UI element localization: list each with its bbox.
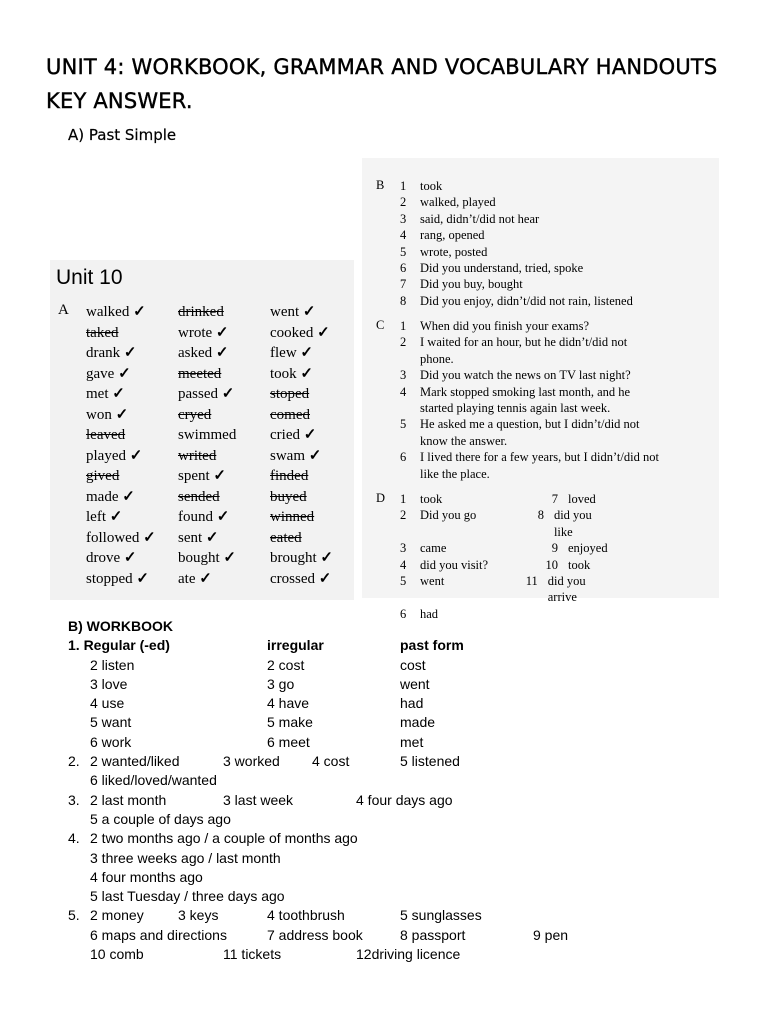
unit10-heading: Unit 10 — [56, 266, 123, 289]
unit10-word: drove ✓ — [86, 548, 156, 569]
key-b-item — [400, 178, 710, 194]
key-b-items — [400, 178, 710, 309]
item-number: 7 — [400, 277, 407, 292]
title-line-2: KEY ANSWER. — [46, 89, 193, 113]
unit10-word: drinked — [178, 304, 224, 320]
key-c-item — [400, 367, 710, 383]
unit10-word: met ✓ — [86, 384, 156, 405]
item-number — [530, 606, 568, 622]
unit10-word: leaved — [86, 427, 126, 443]
unit10-word: took ✓ — [270, 364, 333, 385]
key-b-label: B — [376, 178, 385, 192]
workbook-cell: cost — [400, 656, 426, 673]
item-answer: did you visit? — [420, 557, 489, 572]
key-d-row — [400, 573, 608, 606]
item-answer: walked, played — [420, 195, 496, 210]
workbook-cell: 1. Regular (-ed) — [68, 637, 170, 654]
workbook-cell: 9 pen — [533, 926, 569, 943]
unit10-column-2 — [178, 302, 236, 589]
workbook-cell: 12driving licence — [356, 946, 461, 963]
item-answer-line: When did you finish your exams? — [420, 319, 590, 333]
workbook-cell: 2 cost — [267, 656, 305, 673]
item-answer: Did you go — [420, 508, 477, 523]
workbook-cell: 3. — [68, 791, 80, 808]
item-number: 7 — [551, 492, 558, 506]
workbook-heading: B) WORKBOOK — [68, 618, 173, 634]
item-answer — [420, 334, 710, 367]
key-d-row — [400, 491, 608, 507]
unit10-word: played ✓ — [86, 446, 156, 467]
workbook-cell: 8 passport — [400, 926, 466, 943]
unit10-word: walked ✓ — [86, 302, 156, 323]
workbook-cell: 3 keys — [178, 907, 219, 924]
workbook-cell: 6 maps and directions — [90, 926, 227, 943]
item-answer-line: Did you watch the news on TV last night? — [420, 368, 631, 383]
item-number: 10 — [545, 557, 558, 572]
unit10-word: ate ✓ — [178, 569, 236, 590]
key-d-items — [400, 491, 608, 622]
unit10-word: gived — [86, 468, 120, 484]
workbook-cell: 5 listened — [400, 753, 460, 770]
item-answer — [420, 384, 710, 417]
key-b-item — [400, 227, 710, 243]
key-b-item — [400, 194, 710, 210]
unit10-word: finded — [270, 468, 309, 484]
workbook-cell: 2 listen — [90, 656, 135, 673]
item-answer: said, didn’t/did not hear — [420, 211, 540, 226]
unit10-word: won ✓ — [86, 405, 156, 426]
workbook-cell: 5 make — [267, 714, 313, 731]
item-number: 3 — [400, 541, 407, 556]
workbook-cell: met — [400, 733, 424, 750]
unit10-answer-image — [50, 260, 354, 600]
unit10-word: cryed — [178, 406, 212, 423]
item-number: 5 — [400, 417, 407, 432]
item-answer: rang, opened — [420, 228, 485, 243]
unit10-word: gave ✓ — [86, 364, 156, 385]
key-c-item — [400, 416, 710, 449]
item-answer-line: started playing tennis again last week. — [420, 401, 611, 416]
workbook-cell: 4 use — [90, 695, 125, 712]
unit10-word: made ✓ — [86, 487, 156, 508]
unit10-word: followed ✓ — [86, 528, 156, 549]
key-d-row — [400, 606, 608, 622]
item-number: 6 — [400, 606, 407, 621]
unit10-word: drank ✓ — [86, 343, 156, 364]
unit10-word: sended — [178, 488, 220, 505]
item-answer — [420, 449, 710, 482]
item-answer-line: He asked me a question, but I didn’t/did not — [420, 417, 640, 432]
workbook-cell: 3 last week — [223, 791, 294, 808]
key-b-item — [400, 276, 710, 292]
unit10-word: stoped — [270, 386, 310, 402]
workbook-cell: 2 two months ago / a couple of months ago — [90, 830, 358, 847]
unit10-word: swam ✓ — [270, 446, 333, 467]
item-number: 8 — [537, 508, 544, 523]
item-number: 5 — [400, 574, 407, 589]
item-answer: went — [420, 574, 445, 589]
unit10-word: swimmed — [178, 427, 237, 443]
unit10-word: stopped ✓ — [86, 569, 156, 590]
item-answer-line: like the place. — [420, 466, 490, 481]
item-number: 2 — [400, 335, 407, 350]
unit10-column-1 — [86, 302, 156, 589]
workbook-cell: 5 a couple of days ago — [90, 810, 231, 827]
item-number: 11 — [525, 574, 538, 589]
item-answer-line: Mark stopped smoking last month, and he — [420, 384, 631, 399]
item-number: 1 — [400, 319, 407, 333]
key-c-item — [400, 384, 710, 417]
workbook-cell: 6 work — [90, 733, 132, 750]
workbook-cell: irregular — [267, 637, 324, 654]
workbook-cell: 4 have — [267, 695, 310, 712]
item-number: 2 — [400, 195, 407, 210]
unit10-word: brought ✓ — [270, 548, 333, 569]
key-c-label: C — [376, 318, 385, 332]
key-c-items — [400, 318, 710, 482]
workbook-cell: went — [400, 675, 430, 692]
item-number: 3 — [400, 368, 407, 383]
unit10-word: crossed ✓ — [270, 569, 333, 590]
key-d-label: D — [376, 491, 386, 505]
item-answer — [420, 318, 710, 334]
item-number: 2 — [400, 508, 407, 523]
key-b-item — [400, 244, 710, 260]
unit10-word: went ✓ — [270, 302, 333, 323]
workbook-cell: 10 comb — [90, 946, 144, 963]
workbook-cell: 3 three weeks ago / last month — [90, 849, 281, 866]
key-d-row — [400, 540, 608, 556]
workbook-cell: 2 last month — [90, 791, 167, 808]
unit10-word: flew ✓ — [270, 343, 333, 364]
key-c-item — [400, 334, 710, 367]
item-number: 8 — [400, 293, 407, 308]
workbook-cell: 4 four months ago — [90, 868, 203, 885]
section-a-heading: A) Past Simple — [68, 126, 177, 144]
item-answer-line: I waited for an hour, but he didn’t/did not — [420, 335, 628, 350]
unit10-word: spent ✓ — [178, 466, 236, 487]
workbook-cell: 6 liked/loved/wanted — [90, 772, 217, 789]
item-answer: took — [420, 492, 443, 506]
workbook-cell: 4. — [68, 830, 80, 847]
workbook-cell: made — [400, 714, 436, 731]
unit10-word: found ✓ — [178, 507, 236, 528]
item-number: 9 — [551, 541, 558, 556]
item-answer: Did you buy, bought — [420, 277, 523, 292]
item-number: 4 — [400, 384, 407, 399]
unit10-word: cooked ✓ — [270, 323, 333, 344]
item-answer: came — [420, 541, 447, 556]
item-number: 5 — [400, 244, 407, 259]
workbook-cell: 4 four days ago — [356, 791, 453, 808]
unit10-column-3 — [270, 302, 333, 589]
workbook-cell: 11 tickets — [223, 946, 282, 963]
unit10-word: meeted — [178, 365, 222, 382]
item-answer-line: phone. — [420, 351, 454, 366]
item-answer: Did you enjoy, didn’t/did not rain, listened — [420, 293, 633, 308]
item-answer: wrote, posted — [420, 244, 488, 259]
workbook-cell: past form — [400, 637, 464, 654]
unit10-word: sent ✓ — [178, 528, 236, 549]
item-number: 6 — [400, 261, 407, 276]
item-number: 4 — [400, 557, 407, 572]
item-number: 4 — [400, 228, 407, 243]
item-answer: did you like — [553, 508, 592, 539]
item-answer: did you arrive — [547, 574, 586, 605]
item-number: 3 — [400, 211, 407, 226]
workbook-cell: 2 wanted/liked — [90, 753, 180, 770]
key-b-item — [400, 293, 710, 309]
workbook-cell: 2 money — [90, 907, 144, 924]
unit10-word: eated — [270, 529, 302, 546]
item-answer-line: know the answer. — [420, 433, 508, 448]
unit10-exercise-letter: A — [58, 302, 69, 318]
unit10-word: cried ✓ — [270, 425, 333, 446]
key-bcd-image — [362, 158, 719, 621]
workbook-cell: 5. — [68, 907, 80, 924]
item-answer-line: I lived there for a few years, but I didn’t/did not — [420, 450, 659, 465]
unit10-word: writed — [178, 447, 217, 464]
unit10-word: taked — [86, 324, 119, 341]
item-answer: had — [420, 606, 439, 621]
workbook-cell: 3 love — [90, 675, 128, 692]
unit10-word: wrote ✓ — [178, 323, 236, 344]
workbook-cell: 4 toothbrush — [267, 907, 345, 924]
workbook-cell: 7 address book — [267, 926, 363, 943]
key-d-row — [400, 557, 608, 573]
key-b-item — [400, 260, 710, 276]
item-answer: took — [568, 557, 591, 572]
title-line-1: UNIT 4: WORKBOOK, GRAMMAR AND VOCABULARY HANDOUTS — [46, 55, 718, 79]
unit10-word: asked ✓ — [178, 343, 236, 364]
unit10-word: bought ✓ — [178, 548, 236, 569]
key-c-item — [400, 318, 710, 334]
item-answer: enjoyed — [568, 541, 608, 556]
workbook-cell: 6 meet — [267, 733, 310, 750]
item-answer — [420, 416, 710, 449]
item-answer: took — [420, 179, 443, 193]
item-number: 1 — [400, 492, 407, 506]
unit10-word: passed ✓ — [178, 384, 236, 405]
item-answer: loved — [568, 492, 596, 506]
workbook-cell: 5 last Tuesday / three days ago — [90, 888, 285, 905]
key-c-item — [400, 449, 710, 482]
unit10-word: winned — [270, 509, 315, 525]
workbook-cell: had — [400, 695, 424, 712]
item-number: 1 — [400, 179, 407, 193]
key-b-item — [400, 211, 710, 227]
document-title — [46, 50, 717, 118]
workbook-cell: 3 go — [267, 675, 295, 692]
key-d-row — [400, 507, 608, 540]
item-answer: Did you understand, tried, spoke — [420, 261, 584, 276]
workbook-cell: 2. — [68, 753, 80, 770]
workbook-cell: 5 sunglasses — [400, 907, 482, 924]
workbook-cell: 5 want — [90, 714, 132, 731]
unit10-word: comed — [270, 406, 310, 423]
item-number: 6 — [400, 450, 407, 465]
workbook-cell: 3 worked — [223, 753, 280, 770]
item-answer — [420, 367, 710, 383]
workbook-cell: 4 cost — [312, 753, 350, 770]
unit10-word: left ✓ — [86, 507, 156, 528]
unit10-word: buyed — [270, 488, 307, 505]
